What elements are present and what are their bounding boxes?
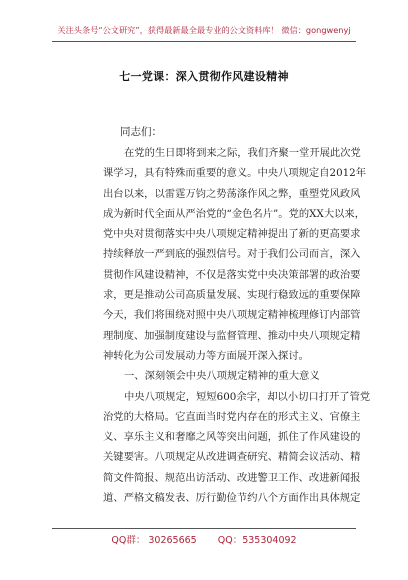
body-line: 简文件简报、规范出访活动、改进警卫工作、改进新闻报 [103,471,361,484]
body-line: 中央八项规定，短短600余字，却以小切口打开了管党 [124,390,371,403]
footer-qq-number: QQ：535304092 [217,535,297,546]
body-line: 求，更是推动公司高质量发展、实现行稳致远的重要保障 [103,289,361,302]
section-heading: 一、深刻领会中央八项规定精神的重大意义 [124,370,320,383]
body-line: 成为新时代全面从严治党的“金色名片”。党的XX大以来， [103,207,366,220]
footer-contact [0,532,408,546]
body-line: 贯彻作风建设精神，不仅是落实党中央决策部署的政治要 [103,268,361,281]
body-line: 关键要害。八项规定从改进调查研究、精简会议活动、精 [103,451,361,464]
body-line: 党中央对贯彻落实中央八项规定精神提出了新的更高要求 [103,228,361,241]
body-line: 治党的大格局。它直面当时党内存在的形式主义、官僚主 [103,410,361,423]
document-title: 七一党课：深入贯彻作风建设精神 [119,70,289,83]
document-body [103,143,371,508]
header-divider [52,41,356,42]
body-line: 神转化为公司发展动力等方面展开深入探讨。 [103,349,309,362]
body-line: 出台以来，以雷霆万钧之势荡涤作风之弊，重塑党风政风 [103,187,361,200]
body-line: 道、严格文稿发表、厉行勤俭节约八个方面作出具体规定 [103,492,361,505]
body-line: 持续释放一严到底的强烈信号。对于我们公司而言，深入 [103,248,361,261]
body-line: 课学习，具有特殊而重要的意义。中央八项规定自2012年 [103,167,367,180]
body-line: 今天，我们将围绕对照中央八项规定精神梳理修订内部管 [103,309,361,322]
body-line: 理制度、加强制度建设与监督管理、推动中央八项规定精 [103,329,361,342]
footer-divider [52,528,356,529]
header-banner: 关注头条号“公文研究”，获得最新最全最专业的公文资料库！ 微信：gongwenyj [57,25,351,35]
body-line: 义、享乐主义和奢靡之风等突出问题，抓住了作风建设的 [103,431,361,444]
footer-qq-group: QQ群： 30265665 [111,535,197,546]
salutation: 同志们： [120,126,162,138]
body-line: 在党的生日即将到来之际，我们齐聚一堂开展此次党 [124,147,361,159]
